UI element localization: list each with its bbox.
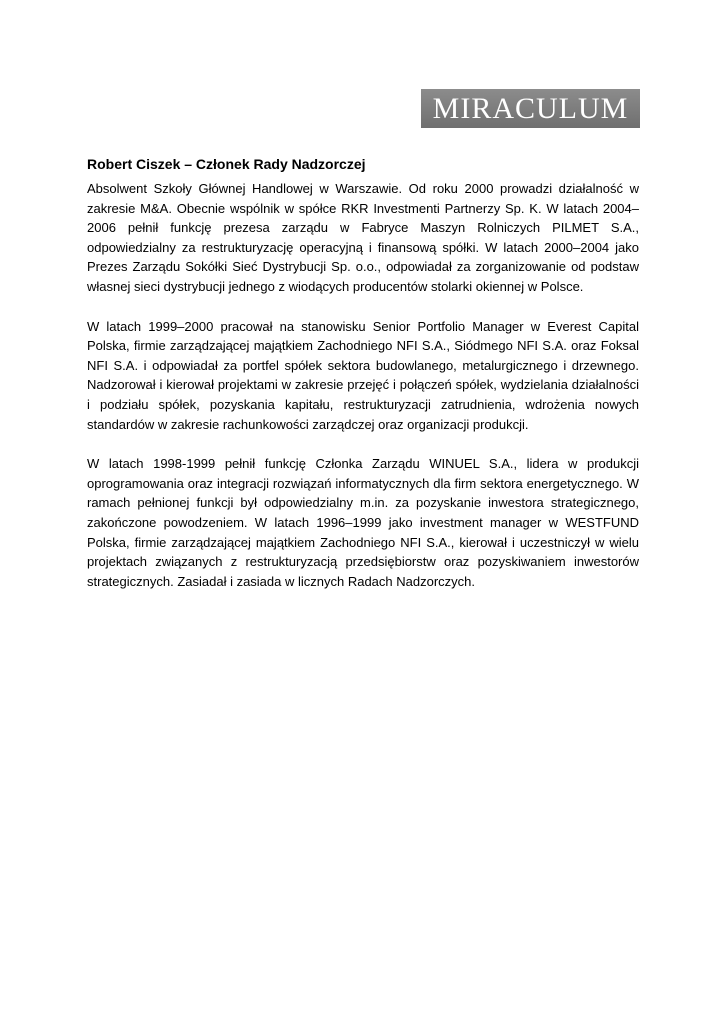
paragraph-3: W latach 1998-1999 pełnił funkcję Członka Zarządu WINUEL S.A., lidera w produkcji oprogramowania oraz integracji rozwiązań informatycznych dla firm sektora energetycznego. W ramach pełnionej funkcji był odpowiedzialny m.in. za pozyskanie inwestora strategicznego, zakończone powodzeniem. W latach 1996–1999 jako investment manager w WESTFUND Polska, firmie zarządzającej majątkiem Zachodniego NFI S.A., kierował i uczestniczył w wielu projektach związanych z restrukturyzacją przedsiębiorstw oraz pozyskiwaniem inwestorów strategicznych. Zasiadał i zasiada w licznych Radach Nadzorczych. xyxy=(87,456,639,589)
logo-text: MIRACULUM xyxy=(432,91,629,125)
document-body xyxy=(87,155,639,611)
paragraph-1: Absolwent Szkoły Głównej Handlowej w Warszawie. Od roku 2000 prowadzi działalność w zakresie M&A. Obecnie wspólnik w spółce RKR Investmenti Partnerzy Sp. K. W latach 2004–2006 pełnił funkcję prezesa zarządu w Fabryce Maszyn Rolniczych PILMET S.A., odpowiedzialny za restrukturyzację operacyjną i finansową spółki. W latach 2000–2004 jako Prezes Zarządu Sokółki Sieć Dystrybucji Sp. o.o., odpowiadał za zorganizowanie od podstaw własnej sieci dystrybucji jednego z wiodących producentów stolarki okiennej w Polsce. xyxy=(87,181,639,294)
company-logo xyxy=(421,89,640,128)
paragraph-2: W latach 1999–2000 pracował na stanowisku Senior Portfolio Manager w Everest Capital Polska, firmie zarządzającej majątkiem Zachodniego NFI S.A., Siódmego NFI S.A. oraz Foksal NFI S.A. i odpowiadał za portfel spółek sektora budowlanego, metalurgicznego i drzewnego. Nadzorował i kierował projektami w zakresie przejęć i połączeń spółek, wydzielania działalności i podziału spółek, pozyskania kapitału, restrukturyzacji zatrudnienia, wdrożenia nowych standardów w zakresie rachunkowości zarządczej oraz organizacji produkcji. xyxy=(87,318,639,432)
page-title: Robert Ciszek – Członek Rady Nadzorczej xyxy=(87,156,366,172)
